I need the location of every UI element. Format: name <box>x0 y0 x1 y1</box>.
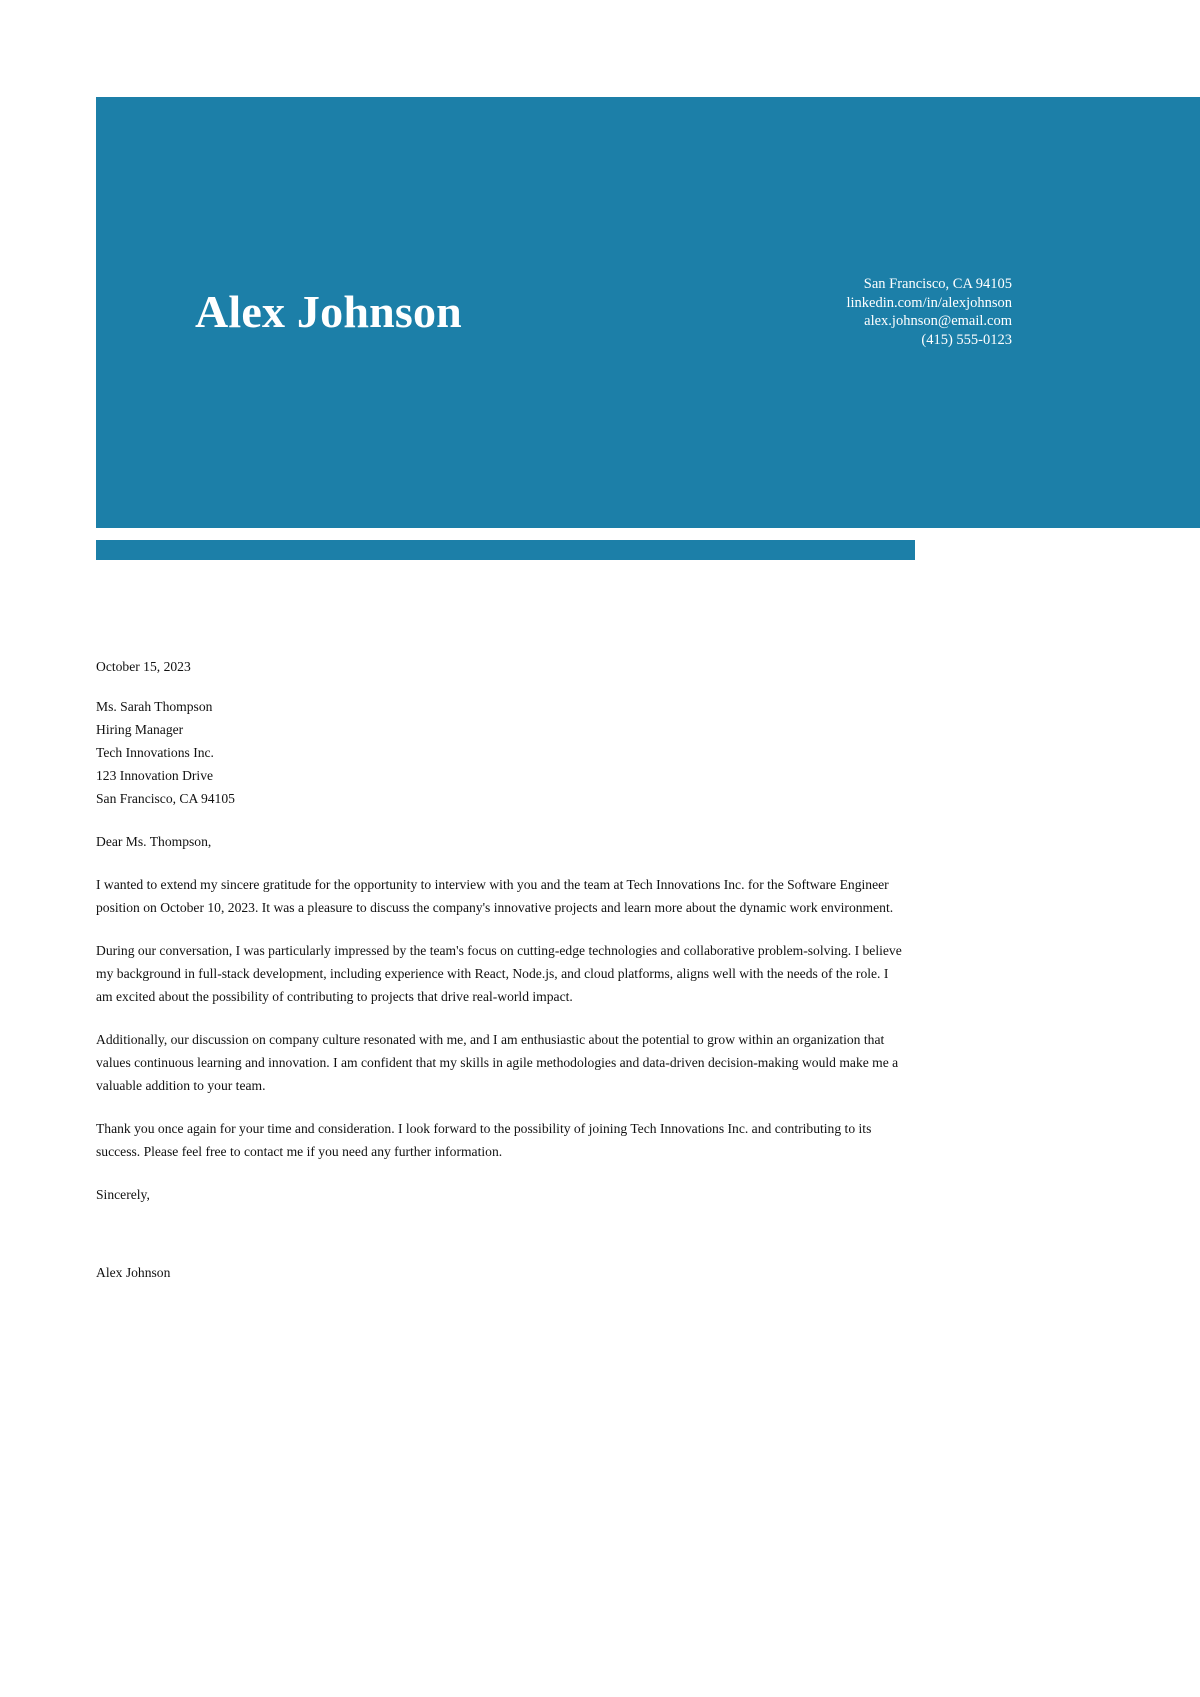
body-paragraph-1: I wanted to extend my sincere gratitude for the opportunity to interview with you and the team at Tech Innovations Inc. for the Software Engineer position on October 10, 2023. It was a pleasure to discuss the company's innovative projects and learn more about the dynamic work environment. <box>96 877 894 915</box>
header-banner <box>96 97 1200 528</box>
contact-linkedin[interactable]: linkedin.com/in/alexjohnson <box>846 294 1012 311</box>
recipient-name: Ms. Sarah Thompson <box>96 699 213 714</box>
recipient-company: Tech Innovations Inc. <box>96 745 214 760</box>
recipient-city-state-zip: San Francisco, CA 94105 <box>96 791 235 806</box>
contact-phone[interactable]: (415) 555-0123 <box>921 331 1012 348</box>
signature-name: Alex Johnson <box>96 1265 171 1280</box>
contact-block <box>846 275 1012 349</box>
contact-email[interactable]: alex.johnson@email.com <box>864 313 1012 330</box>
header-content <box>96 97 1200 528</box>
recipient-title: Hiring Manager <box>96 722 184 737</box>
accent-bar <box>96 540 915 560</box>
closing-salutation: Sincerely, <box>96 1187 150 1202</box>
recipient-address-block <box>96 695 906 810</box>
recipient-street: 123 Innovation Drive <box>96 768 214 783</box>
applicant-name: Alex Johnson <box>195 286 462 337</box>
salutation: Dear Ms. Thompson, <box>96 834 212 849</box>
letter-date: October 15, 2023 <box>96 659 191 674</box>
body-paragraph-4: Thank you once again for your time and consideration. I look forward to the possibility of joining Tech Innovations Inc. and contributing to its success. Please feel free to contact me if you need any further information. <box>96 1121 872 1159</box>
letter-body <box>96 655 906 1284</box>
contact-address: San Francisco, CA 94105 <box>863 276 1012 292</box>
body-paragraph-2: During our conversation, I was particularly impressed by the team's focus on cutting-edge technologies and collaborative problem-solving. I believe my background in full-stack development, including experience with React, Node.js, and cloud platforms, aligns well with the needs of the role. I am excited about the possibility of contributing to projects that drive real-world impact. <box>96 943 902 1004</box>
body-paragraph-3: Additionally, our discussion on company culture resonated with me, and I am enthusiastic about the potential to grow within an organization that values continuous learning and innovation. I am confident that my skills in agile methodologies and data-driven decision-making would make me a valuable addition to your team. <box>96 1032 899 1093</box>
